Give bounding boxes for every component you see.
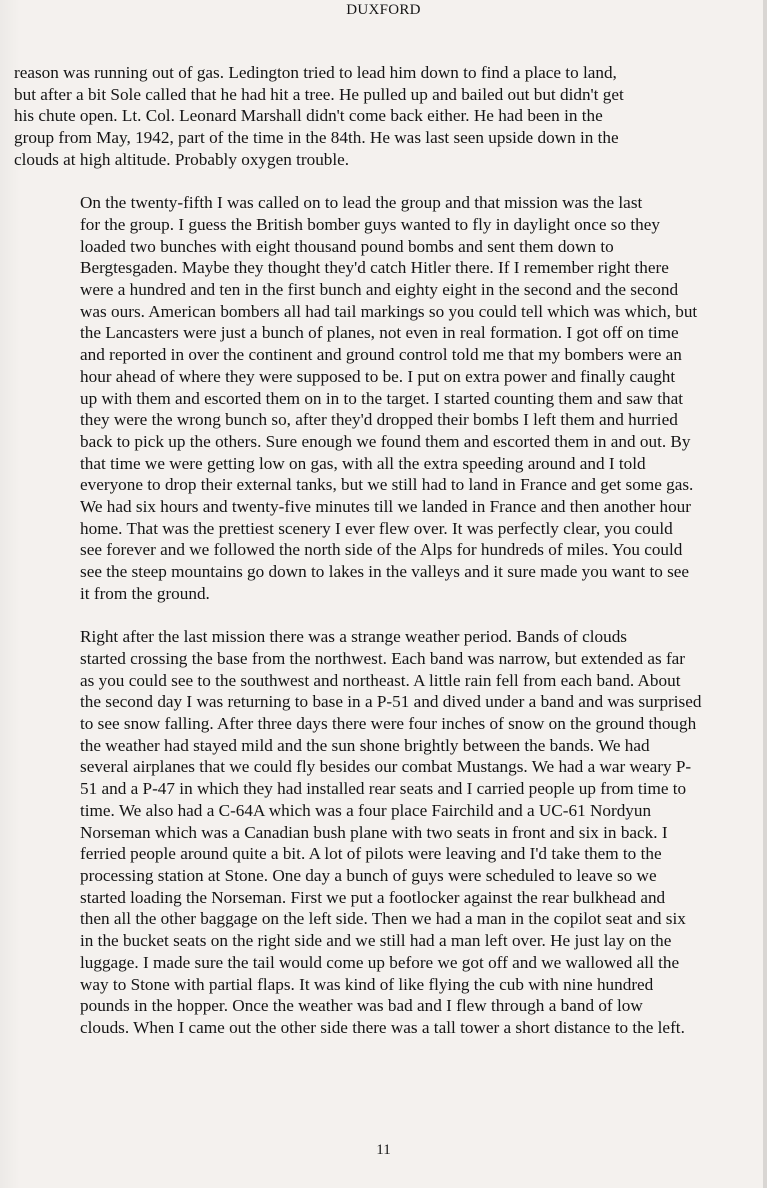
text-line: ferried people around quite a bit. A lot of pilots were leaving and I'd take them to the [80,844,662,864]
text-line: the weather had stayed mild and the sun shone brightly between the bands. We had [80,735,650,755]
text-line: were a hundred and ten in the first bunch and eighty eight in the second and the second [80,280,679,300]
text-line: that time we were getting low on gas, with all the extra speeding around and I told [80,453,646,473]
text-line: loaded two bunches with eight thousand pound bombs and sent them down to [80,236,614,256]
text-line: luggage. I made sure the tail would come up before we got off and we wallowed all the [80,952,680,972]
text-line: Norseman which was a Canadian bush plane with two seats in front and six in back. I [80,822,668,842]
paragraph [14,62,756,171]
text-line: but after a bit Sole called that he had hit a tree. He pulled up and bailed out but didn't get [14,84,624,104]
text-line: for the group. I guess the British bomber guys wanted to fly in daylight once so they [80,214,660,234]
text-line: see the steep mountains go down to lakes in the valleys and it sure made you want to see [80,562,690,582]
text-line: the Lancasters were just a bunch of planes, not even in real formation. I got off on time [80,323,679,343]
text-line: group from May, 1942, part of the time in the 84th. He was last seen upside down in the [14,128,619,148]
text-line: everyone to drop their external tanks, but we still had to land in France and get some gas. [80,475,694,495]
text-line: reason was running out of gas. Ledington tried to lead him down to find a place to land, [14,63,617,82]
text-line: started loading the Norseman. First we put a footlocker against the rear bulkhead and [80,887,666,907]
page-number: 11 [376,1142,391,1158]
text-line: pounds in the hopper. Once the weather was bad and I flew through a band of low [80,996,643,1016]
text-line: up with them and escorted them on in to the target. I started counting them and saw that [80,388,684,408]
text-line: back to pick up the others. Sure enough we found them and escorted them in and out. By [80,431,691,451]
text-line: 51 and a P-47 in which they had installed rear seats and I carried people up from time to [80,779,687,799]
text-line: and reported in over the continent and ground control told me that my bombers were an [80,345,682,365]
text-line: see forever and we followed the north side of the Alps for hundreds of miles. You could [80,540,683,560]
text-line: clouds. When I came out the other side there was a tall tower a short distance to the left. [80,1017,685,1037]
text-line: processing station at Stone. One day a bunch of guys were scheduled to leave so we [80,865,657,885]
text-line: in the bucket seats on the right side and we still had a man left over. He just lay on the [80,931,672,951]
text-line: the second day I was returning to base in a P-51 and dived under a band and was surprised [80,692,702,712]
text-line: home. That was the prettiest scenery I ever flew over. It was perfectly clear, you could [80,518,673,538]
text-line: way to Stone with partial flaps. It was kind of like flying the cub with nine hundred [80,974,654,994]
text-line: time. We also had a C-64A which was a four place Fairchild and a UC-61 Nordyun [80,800,652,820]
text-line: Bergtesgaden. Maybe they thought they'd catch Hitler there. If I remember right there [80,258,669,278]
text-line: We had six hours and twenty-five minutes till we landed in France and then another hour [80,497,691,517]
text-line: his chute open. Lt. Col. Leonard Marshall didn't come back either. He had been in the [14,106,603,126]
text-line: started crossing the base from the northwest. Each band was narrow, but extended as far [80,648,686,668]
text-line: then all the other baggage on the left side. Then we had a man in the copilot seat and six [80,909,686,929]
text-line: On the twenty-fifth I was called on to lead the group and that mission was the last [80,193,643,213]
running-head: DUXFORD [346,2,421,18]
text-line: hour ahead of where they were supposed to be. I put on extra power and finally caught [80,366,676,386]
paragraph [14,192,756,604]
text-line: Right after the last mission there was a strange weather period. Bands of clouds [80,627,627,647]
body-text [14,62,756,1039]
text-line: several airplanes that we could fly besides our combat Mustangs. We had a war weary P- [80,757,692,777]
text-line: was ours. American bombers all had tail markings so you could tell which was which, but [80,301,698,321]
page-edge-shadow [763,0,767,1188]
text-line: to see snow falling. After three days there were four inches of snow on the ground though [80,714,697,734]
text-line: clouds at high altitude. Probably oxygen trouble. [14,149,350,169]
text-line: as you could see to the southwest and northeast. A little rain fell from each band. About [80,670,681,690]
paragraph [14,626,756,1038]
text-line: they were the wrong bunch so, after they'd dropped their bombs I left them and hurried [80,410,678,430]
text-line: it from the ground. [80,583,210,603]
